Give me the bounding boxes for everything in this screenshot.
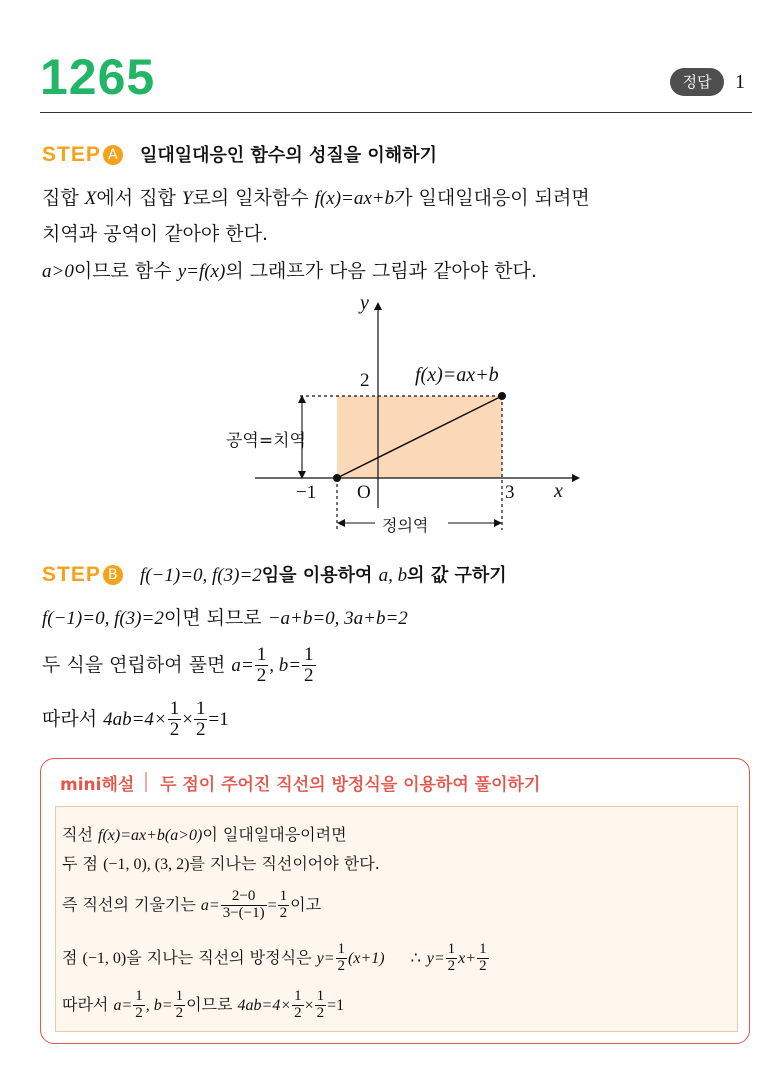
y-equals: y=	[426, 950, 445, 967]
x-plus: x+	[458, 950, 477, 967]
step-b-title-math: f(−1)=0, f(3)=2	[139, 565, 262, 586]
fraction	[194, 699, 208, 740]
x-tick-neg1: −1	[296, 482, 317, 503]
fraction-a	[255, 645, 269, 686]
numerator: 1	[169, 698, 180, 720]
a-equals: a=	[113, 997, 133, 1014]
mini-line-1	[62, 822, 347, 849]
fraction-b	[302, 645, 316, 686]
x-axis-arrow	[572, 474, 580, 482]
mini-line-2	[62, 851, 380, 878]
text: 점	[62, 948, 83, 967]
step-b-line-3	[42, 699, 229, 740]
product-start: 4ab=4×	[237, 997, 292, 1014]
denominator: 2	[337, 958, 346, 974]
step-b-heading	[42, 561, 507, 587]
denominator: 2	[447, 958, 456, 974]
points: (−1, 0), (3, 2)	[103, 856, 190, 873]
therefore-symbol: ∴	[410, 948, 421, 967]
text: 이면 되므로	[163, 607, 268, 629]
mini-line-5	[62, 985, 344, 1026]
text: 두 점	[62, 854, 104, 873]
step-a-title: 일대일대응인 함수의 성질을 이해하기	[139, 145, 437, 166]
range-label: 공역=치역	[226, 431, 306, 451]
text: 직선	[62, 825, 98, 844]
x-axis-label: x	[554, 480, 563, 502]
set-y: Y	[181, 188, 193, 209]
fraction	[278, 889, 290, 922]
text: 이므로	[186, 995, 238, 1014]
fraction	[315, 989, 327, 1022]
function-label: f(x)=ax+b	[415, 364, 499, 386]
fraction	[133, 989, 145, 1022]
numerator: 1	[294, 988, 302, 1005]
right-endpoint	[498, 392, 506, 400]
numerator: 1	[447, 941, 456, 958]
b-equals: , b=	[145, 997, 173, 1014]
fraction	[446, 942, 458, 975]
y-axis-label: y	[360, 292, 369, 314]
numerator: 1	[256, 644, 267, 666]
text: 따라서	[42, 708, 104, 730]
text: 이므로 함수	[73, 260, 178, 282]
y-axis-arrow	[374, 302, 382, 310]
step-b-line-2	[42, 645, 317, 686]
x-tick-3: 3	[505, 482, 515, 503]
numerator: 1	[195, 698, 206, 720]
step-b-title-vars: a, b	[378, 565, 408, 586]
step-b-line-1	[42, 603, 408, 634]
text: 가 일대일대응이 되려면	[394, 187, 590, 209]
denominator: 2	[135, 1005, 143, 1021]
step-b-title-end: 의 값 구하기	[407, 565, 507, 586]
text: 에서 집합	[96, 187, 182, 209]
text: 집합	[42, 187, 85, 209]
y-tick-2: 2	[360, 370, 370, 391]
fraction	[336, 942, 348, 975]
product-start: 4ab=4×	[103, 709, 167, 730]
mini-title: 두 점이 주어진 직선의 방정식을 이용하여 풀이하기	[160, 775, 541, 795]
text: 의 그래프가 다음 그림과 같아야 한다.	[225, 260, 537, 282]
origin-label: O	[357, 482, 371, 503]
fraction	[174, 989, 186, 1022]
equations: −a+b=0, 3a+b=2	[267, 608, 408, 629]
mini-line-4	[62, 938, 490, 979]
denominator: 3−(−1)	[222, 905, 265, 921]
equals: =	[267, 897, 277, 914]
left-endpoint	[333, 474, 341, 482]
numerator: 1	[316, 988, 325, 1005]
mini-line-3	[62, 885, 321, 926]
slope-equals: a=	[200, 897, 220, 914]
a-equals: a=	[231, 655, 254, 676]
numerator: 1	[337, 941, 346, 958]
step-b-title: 임을 이용하여	[261, 565, 379, 586]
denominator: 2	[169, 719, 180, 740]
point: (−1, 0)	[82, 950, 127, 967]
denominator: 2	[479, 958, 487, 974]
fraction	[168, 699, 182, 740]
result: =1	[208, 709, 229, 730]
answer-value: 1	[735, 71, 745, 93]
x-plus-1: (x+1)	[348, 950, 385, 967]
fraction	[477, 942, 489, 975]
fraction	[292, 989, 304, 1022]
text: 이 일대일대응이려면	[202, 825, 347, 844]
denominator: 2	[279, 905, 288, 921]
numerator: 1	[479, 941, 487, 958]
times: ×	[304, 997, 314, 1014]
text: 즉 직선의 기울기는	[62, 895, 201, 914]
denominator: 2	[294, 1005, 302, 1021]
numerator: 2−0	[221, 889, 267, 906]
step-a-badge: A	[103, 145, 123, 165]
denominator: 2	[316, 1005, 325, 1021]
step-a-label: STEP	[42, 143, 101, 166]
answer-badge: 정답	[670, 68, 724, 96]
numerator: 1	[279, 888, 288, 905]
text: 로의 일차함수	[192, 187, 315, 209]
text: 이고	[290, 895, 322, 914]
numerator: 1	[304, 644, 314, 666]
slope-fraction	[221, 889, 267, 922]
b-equals: , b=	[269, 655, 302, 676]
numerator: 1	[135, 988, 143, 1005]
times: ×	[182, 709, 193, 730]
domain-label: 정의역	[382, 516, 429, 535]
function-expression: y=f(x)	[177, 261, 226, 282]
denominator: 2	[195, 719, 206, 740]
set-x: X	[84, 188, 97, 209]
line-expression: f(x)=ax+b(a>0)	[98, 827, 203, 844]
function-expression: f(x)=ax+b	[314, 188, 395, 209]
mini-separator	[145, 772, 147, 792]
denominator: 2	[256, 665, 267, 686]
step-b-badge: B	[103, 565, 123, 585]
denominator: 2	[175, 1005, 184, 1021]
y-equals: y=	[316, 950, 335, 967]
step-b-label: STEP	[42, 563, 101, 586]
conditions: f(−1)=0, f(3)=2	[42, 608, 164, 629]
step-a-line-2: 치역과 공역이 같아야 한다.	[42, 223, 269, 245]
text: 두 식을 연립하여 풀면	[42, 654, 232, 676]
problem-number: 1265	[40, 49, 156, 105]
mini-label: mini해설	[60, 775, 135, 795]
text: 를 지나는 직선이어야 한다.	[189, 854, 380, 873]
denominator: 2	[304, 665, 314, 686]
text: 을 지나는 직선의 방정식은	[126, 948, 317, 967]
result: =1	[327, 997, 345, 1014]
text: 따라서	[62, 995, 114, 1014]
numerator: 1	[175, 988, 184, 1005]
condition: a>0	[42, 261, 74, 282]
